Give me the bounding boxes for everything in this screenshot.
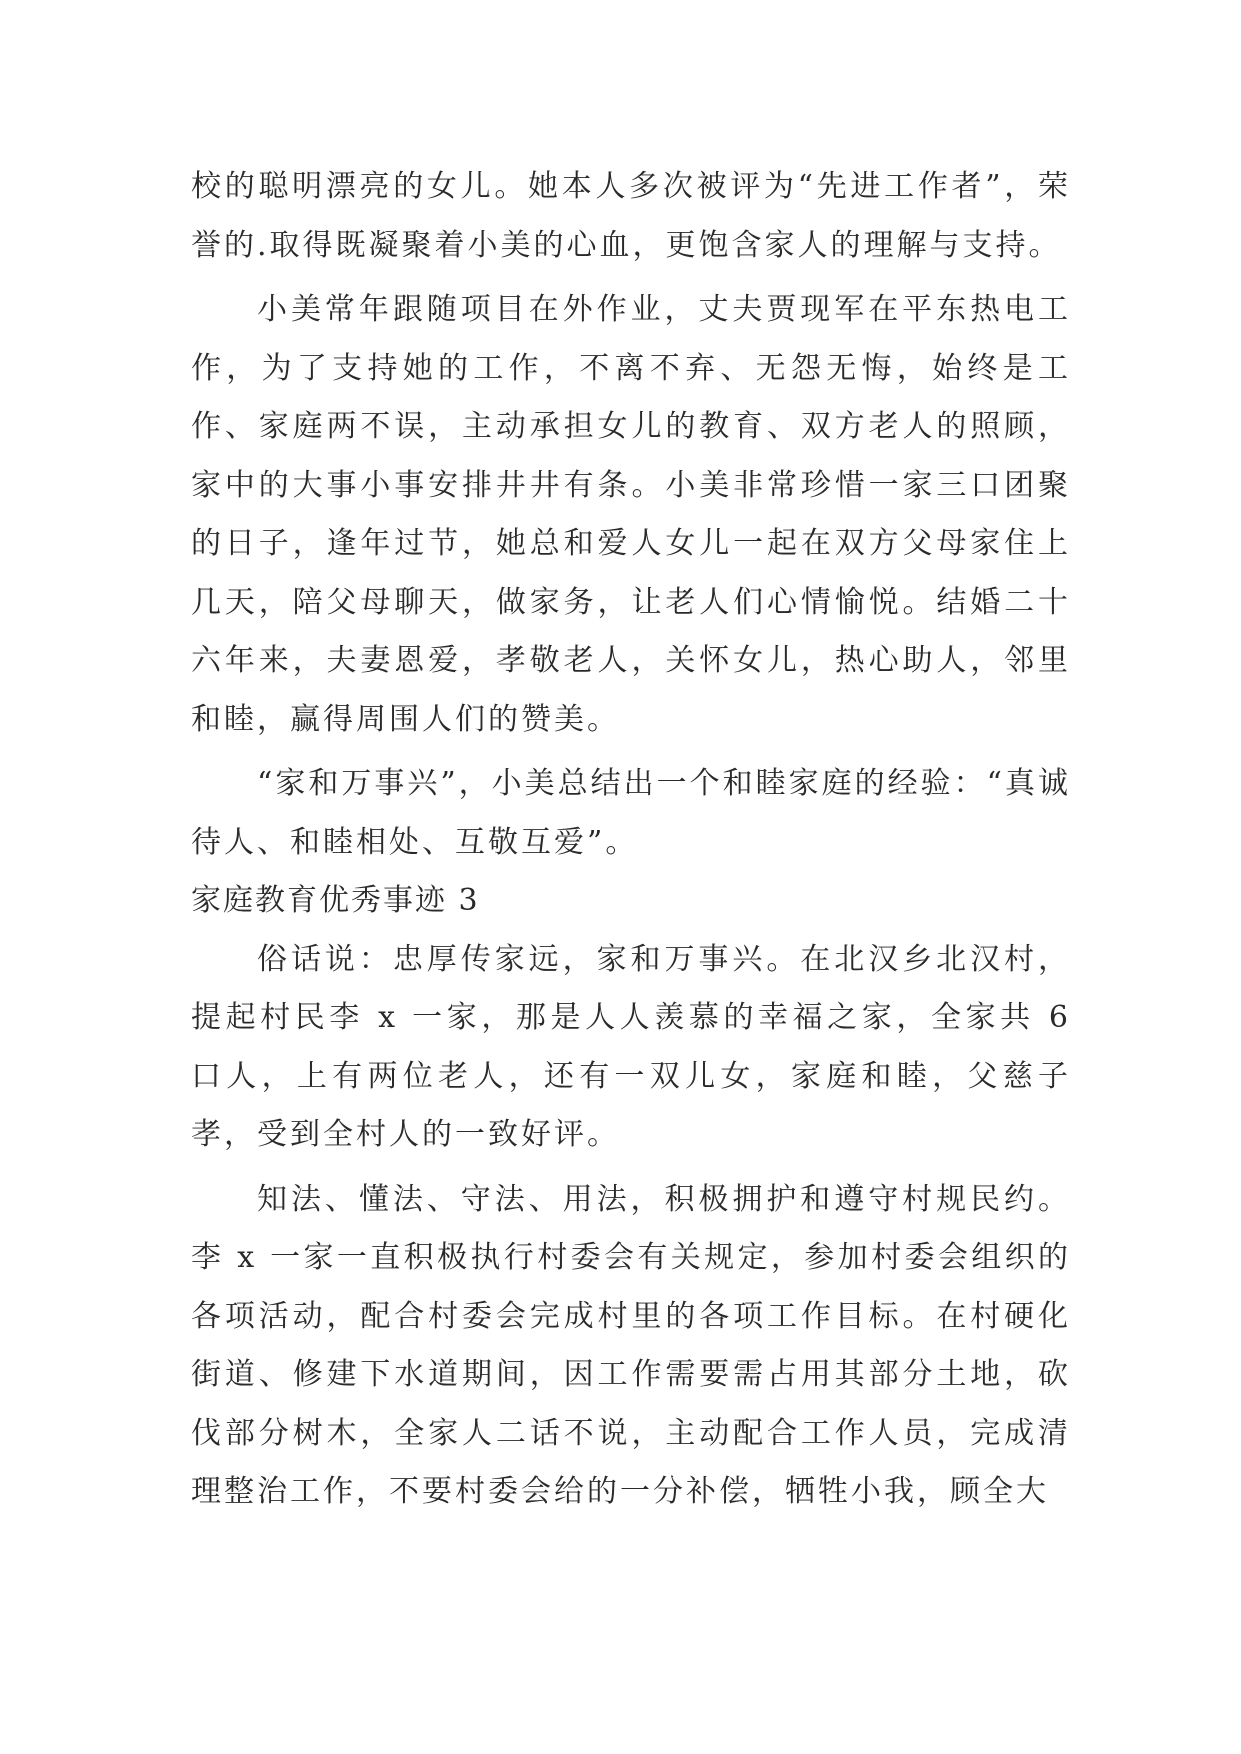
section-heading: 家庭教育优秀事迹 3: [191, 883, 480, 918]
paragraph-4: 俗话说：忠厚传家远，家和万事兴。在北汉乡北汉村，提起村民李 x 一家，那是人人羡慕的幸福之家，全家共 6 口人，上有两位老人，还有一双儿女，家庭和睦，父慈子孝，受到全村人的一致好评。: [191, 941, 1071, 1152]
document-body: [191, 158, 1071, 1522]
paragraph-3: “家和万事兴”，小美总结出一个和睦家庭的经验：“真诚待人、和睦相处、互敬互爱”。: [191, 766, 1072, 860]
paragraph-2: 小美常年跟随项目在外作业，丈夫贾现军在平东热电工作，为了支持她的工作，不离不弃、无怨无悔，始终是工作、家庭两不误，主动承担女儿的教育、双方老人的照顾，家中的大事小事安排井井有条。小美非常珍惜一家三口团聚的日子，逢年过节，她总和爱人女儿一起在双方父母家住上几天，陪父母聊天，做家务，让老人们心情愉悦。结婚二十六年来，夫妻恩爱，孝敬老人，关怀女儿，热心助人，邻里和睦，赢得周围人们的赞美。: [191, 292, 1071, 737]
paragraph-1: 校的聪明漂亮的女儿。她本人多次被评为“先进工作者”，荣誉的.取得既凝聚着小美的心血，更饱含家人的理解与支持。: [191, 169, 1071, 263]
paragraph-5: 知法、懂法、守法、用法，积极拥护和遵守村规民约。李 x 一家一直积极执行村委会有关规定，参加村委会组织的各项活动，配合村委会完成村里的各项工作目标。在村硬化街道、修建下水道期间，因工作需要需占用其部分土地，砍伐部分树木，全家人二话不说，主动配合工作人员，完成清理整治工作，不要村委会给的一分补偿，牺牲小我，顾全大: [191, 1181, 1071, 1509]
